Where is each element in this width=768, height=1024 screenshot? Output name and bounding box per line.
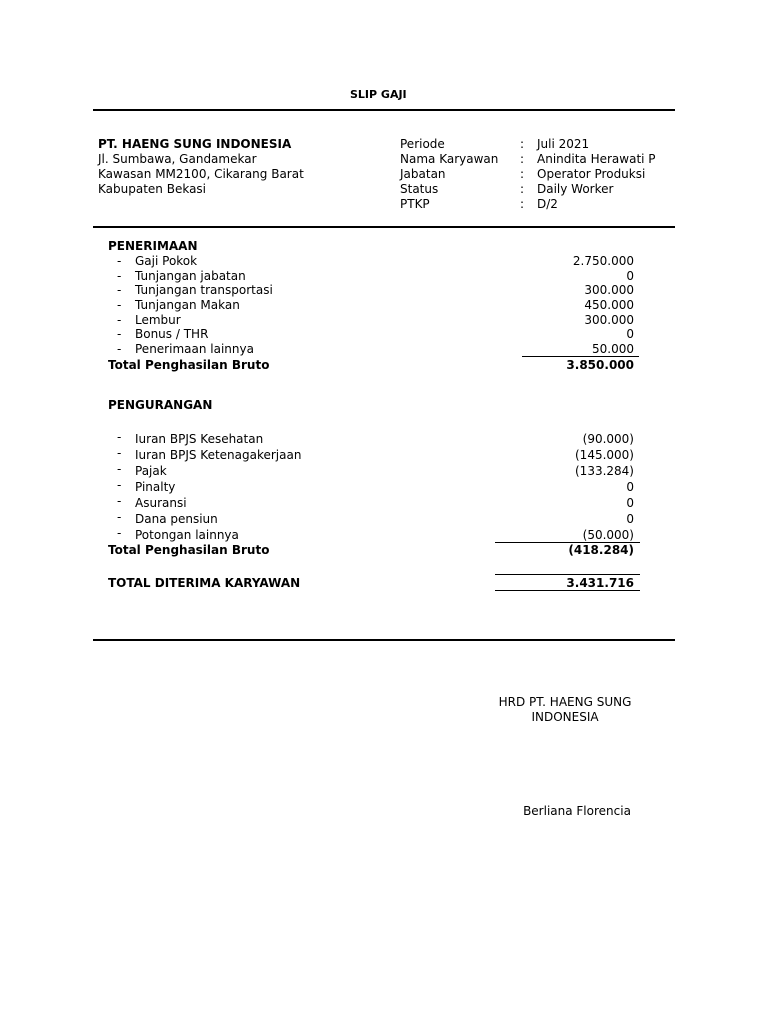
info-value-jabatan: Operator Produksi: [537, 167, 646, 181]
info-separator: :: [520, 197, 525, 211]
info-separator: :: [520, 182, 525, 196]
pengurangan-item-value: 0: [626, 496, 634, 510]
pengurangan-item-value: 0: [626, 512, 634, 526]
grand-total-top-rule: [495, 574, 640, 575]
penerimaan-item-value: 50.000: [592, 342, 634, 356]
list-dash: -: [117, 510, 122, 524]
list-dash: -: [117, 269, 122, 283]
header-divider: [93, 226, 675, 228]
list-dash: -: [117, 430, 122, 444]
list-dash: -: [117, 283, 122, 297]
list-dash: -: [117, 494, 122, 508]
pengurangan-item-label: Iuran BPJS Ketenagakerjaan: [135, 448, 302, 462]
page-title: SLIP GAJI: [350, 88, 407, 101]
penerimaan-item-label: Bonus / THR: [135, 327, 209, 341]
pengurangan-item-label: Iuran BPJS Kesehatan: [135, 432, 264, 446]
penerimaan-item-value: 300.000: [584, 283, 634, 297]
penerimaan-item-label: Tunjangan transportasi: [135, 283, 273, 297]
pengurangan-item-value: (133.284): [575, 464, 634, 478]
signatory-name: Berliana Florencia: [523, 804, 631, 818]
penerimaan-item-label: Tunjangan Makan: [135, 298, 240, 312]
pengurangan-item-label: Potongan lainnya: [135, 528, 239, 542]
list-dash: -: [117, 342, 122, 356]
penerimaan-item-value: 300.000: [584, 313, 634, 327]
list-dash: -: [117, 462, 122, 476]
info-value-periode: Juli 2021: [537, 137, 590, 151]
list-dash: -: [117, 254, 122, 268]
penerimaan-item-value: 0: [626, 269, 634, 283]
info-value-nama: Anindita Herawati P: [537, 152, 656, 166]
penerimaan-item-value: 2.750.000: [572, 254, 634, 268]
list-dash: -: [117, 313, 122, 327]
penerimaan-total-value: 3.850.000: [566, 358, 634, 372]
pengurangan-item-value: (145.000): [575, 448, 634, 462]
info-label-nama: Nama Karyawan: [400, 152, 499, 166]
pengurangan-item-label: Pinalty: [135, 480, 176, 494]
signature-title-line1: HRD PT. HAENG SUNG: [498, 695, 632, 709]
list-dash: -: [117, 446, 122, 460]
grand-total-value: 3.431.716: [566, 576, 634, 590]
pengurangan-item-label: Dana pensiun: [135, 512, 218, 526]
penerimaan-item-label: Penerimaan lainnya: [135, 342, 254, 356]
penerimaan-item-label: Gaji Pokok: [135, 254, 198, 268]
info-value-ptkp: D/2: [537, 197, 558, 211]
pengurangan-heading: PENGURANGAN: [108, 398, 213, 412]
signature-title-line2: INDONESIA: [531, 710, 599, 724]
info-separator: :: [520, 152, 525, 166]
penerimaan-item-label: Tunjangan jabatan: [135, 269, 246, 283]
pengurangan-item-label: Pajak: [135, 464, 167, 478]
penerimaan-item-value: 450.000: [584, 298, 634, 312]
list-dash: -: [117, 478, 122, 492]
grand-total-label: TOTAL DITERIMA KARYAWAN: [108, 576, 301, 590]
pengurangan-item-value: (50.000): [582, 528, 634, 542]
info-separator: :: [520, 167, 525, 181]
top-divider: [93, 109, 675, 111]
penerimaan-heading: PENERIMAAN: [108, 239, 198, 253]
company-address-line: Kawasan MM2100, Cikarang Barat: [98, 167, 304, 181]
company-name: PT. HAENG SUNG INDONESIA: [98, 137, 292, 151]
info-label-jabatan: Jabatan: [400, 167, 446, 181]
info-value-status: Daily Worker: [537, 182, 614, 196]
company-address-line: Jl. Sumbawa, Gandamekar: [98, 152, 257, 166]
company-address-line: Kabupaten Bekasi: [98, 182, 207, 196]
pengurangan-item-value: 0: [626, 480, 634, 494]
pengurangan-total-value: (418.284): [568, 543, 634, 557]
pengurangan-item-value: (90.000): [582, 432, 634, 446]
subtotal-underline: [522, 356, 639, 357]
list-dash: -: [117, 327, 122, 341]
grand-total-bottom-rule: [495, 590, 640, 591]
penerimaan-item-label: Lembur: [135, 313, 181, 327]
pengurangan-total-label: Total Penghasilan Bruto: [108, 543, 270, 557]
footer-divider: [93, 639, 675, 641]
pengurangan-item-label: Asuransi: [135, 496, 187, 510]
list-dash: -: [117, 526, 122, 540]
info-label-periode: Periode: [400, 137, 445, 151]
list-dash: -: [117, 298, 122, 312]
info-label-status: Status: [400, 182, 439, 196]
info-label-ptkp: PTKP: [400, 197, 430, 211]
penerimaan-total-label: Total Penghasilan Bruto: [108, 358, 270, 372]
info-separator: :: [520, 137, 525, 151]
penerimaan-item-value: 0: [626, 327, 634, 341]
